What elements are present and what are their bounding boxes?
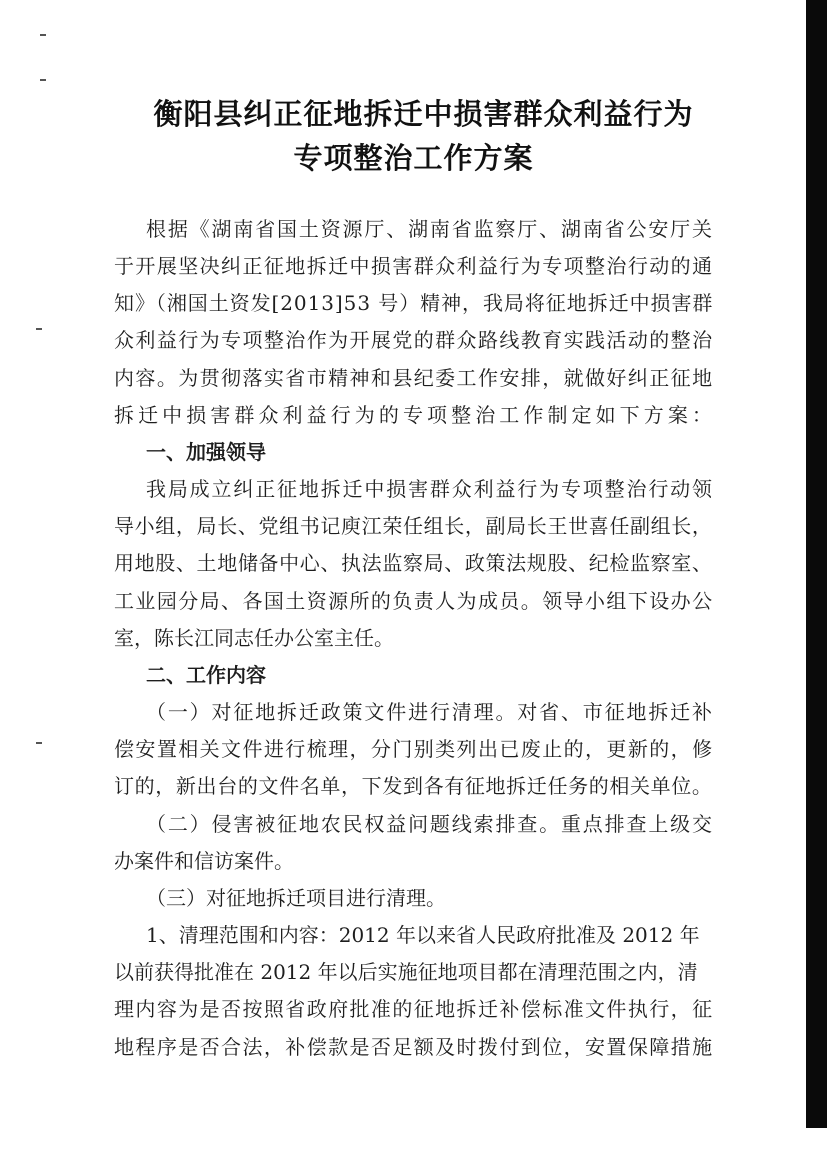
scan-speck [36, 328, 42, 330]
body-line: （一）对征地拆迁政策文件进行清理。对省、市征地拆迁补 [146, 700, 714, 724]
scan-speck [40, 34, 46, 36]
body-line: 众利益行为专项整治作为开展党的群众路线教育实践活动的整治 [114, 328, 714, 352]
body-line: 于开展坚决纠正征地拆迁中损害群众利益行为专项整治行动的通 [114, 254, 714, 278]
document-title-line-2: 专项整治工作方案 [293, 141, 534, 175]
body-line: 偿安置相关文件进行梳理，分门别类列出已废止的，更新的，修 [114, 737, 714, 761]
body-line: 知》（湘国土资发[2013]53 号）精神，我局将征地拆迁中损害群 [114, 291, 714, 315]
scan-speck [40, 79, 46, 81]
body-line: 内容。为贯彻落实省市精神和县纪委工作安排，就做好纠正征地 [114, 366, 714, 390]
body-line: 我局成立纠正征地拆迁中损害群众利益行为专项整治行动领 [146, 477, 714, 501]
body-line: 工业园分局、各国土资源所的负责人为成员。领导小组下设办公 [114, 589, 714, 613]
body-line: 办案件和信访案件。 [114, 849, 294, 873]
body-line: 拆迁中损害群众利益行为的专项整治工作制定如下方案： [114, 403, 716, 427]
body-line: （三）对征地拆迁项目进行清理。 [146, 886, 446, 910]
body-line: （二）侵害被征地农民权益问题线索排查。重点排查上级交 [146, 812, 714, 836]
body-line: 根据《湖南省国土资源厅、湖南省监察厅、湖南省公安厅关 [146, 217, 714, 241]
body-line: 订的，新出台的文件名单，下发到各有征地拆迁任务的相关单位。 [114, 774, 713, 798]
document-title-line-1: 衡阳县纠正征地拆迁中损害群众利益行为 [153, 97, 694, 131]
body-line: 导小组，局长、党组书记庾江荣任组长，副局长王世喜任副组长， [114, 514, 713, 538]
scan-speck [36, 742, 42, 744]
body-line: 用地股、土地储备中心、执法监察局、政策法规股、纪检监察室、 [114, 551, 713, 575]
section-heading: 二、工作内容 [146, 663, 266, 687]
body-line: 1、清理范围和内容：2012 年以来省人民政府批准及 2012 年 [146, 923, 700, 947]
body-line: 以前获得批准在 2012 年以后实施征地项目都在清理范围之内，清 [114, 960, 698, 984]
body-line: 地程序是否合法，补偿款是否足额及时拨付到位，安置保障措施 [114, 1035, 714, 1059]
body-line: 室，陈长江同志任办公室主任。 [114, 626, 394, 650]
body-line: 理内容为是否按照省政府批准的征地拆迁补偿标准文件执行，征 [114, 997, 714, 1021]
section-heading: 一、加强领导 [146, 440, 266, 464]
